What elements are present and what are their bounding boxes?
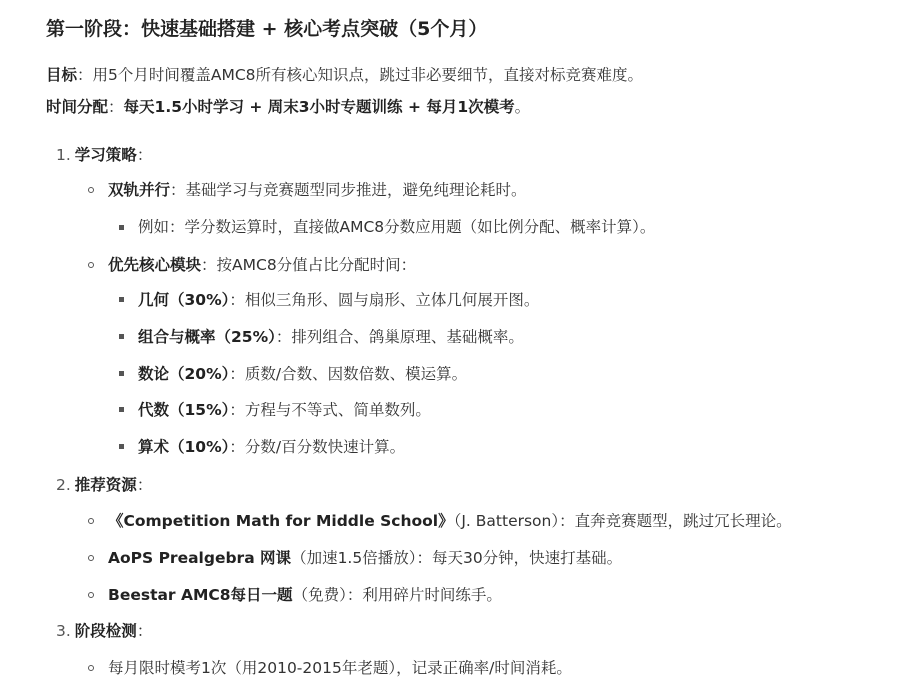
list-number: 3. [56, 622, 71, 640]
core-modules-label: 优先核心模块 [108, 256, 202, 274]
list-item-resources [56, 474, 152, 496]
resources-label: 推荐资源 [74, 476, 137, 494]
hollow-bullet-icon [88, 518, 94, 524]
hollow-bullet-icon [88, 187, 94, 193]
hollow-bullet-icon [88, 262, 94, 268]
algebra-text: ：方程与不等式、简单数列。 [229, 401, 431, 419]
aops-text: （加速1.5倍播放）：每天30分钟，快速打基础。 [291, 549, 623, 567]
dual-track-label: 双轨并行 [108, 181, 171, 199]
arithmetic-label: 算术（10%） [138, 438, 230, 456]
combinatorics-label: 组合与概率（25%） [138, 328, 276, 346]
combinatorics-text: ：排列组合、鸽巢原理、基础概率。 [275, 328, 524, 346]
algebra-label: 代数（15%） [138, 401, 230, 419]
section-title: 第一阶段：快速基础搭建 + 核心考点突破（5个月） [46, 18, 488, 40]
time-colon: ： [108, 98, 124, 116]
time-schedule: 每天1.5小时学习 + 周末3小时专题训练 + 每月1次模考 [123, 98, 515, 116]
hollow-bullet-icon [88, 665, 94, 671]
goal-label: 目标 [46, 66, 78, 84]
list-item-strategy [56, 144, 152, 166]
arithmetic-text: ：分数/百分数快速计算。 [229, 438, 406, 456]
beestar-label: Beestar AMC8每日一题 [108, 586, 293, 604]
colon: ： [136, 476, 153, 494]
square-bullet-icon [119, 444, 124, 449]
strategy-label: 学习策略 [74, 146, 137, 164]
list-item-beestar [108, 584, 502, 606]
hollow-bullet-icon [88, 555, 94, 561]
list-item-example [138, 216, 655, 238]
list-item-core-modules [108, 254, 416, 276]
list-item-algebra [138, 399, 431, 421]
square-bullet-icon [119, 371, 124, 376]
assessment-label: 阶段检测 [74, 622, 137, 640]
square-bullet-icon [119, 297, 124, 302]
number-theory-text: ：质数/合数、因数倍数、模运算。 [229, 365, 468, 383]
aops-label: AoPS Prealgebra 网课 [108, 549, 292, 567]
list-item-number-theory [138, 363, 467, 385]
list-item-aops [108, 547, 622, 569]
monthly-exam-text: 每月限时模考1次（用2010-2015年老题），记录正确率/时间消耗。 [108, 659, 572, 677]
list-number: 2. [56, 476, 71, 494]
colon: ： [136, 146, 153, 164]
goal-text: ：用5个月时间覆盖AMC8所有核心知识点，跳过非必要细节，直接对标竞赛难度。 [77, 66, 644, 84]
time-tail: 。 [514, 98, 531, 116]
time-line [46, 96, 530, 118]
geometry-label: 几何（30%） [138, 291, 230, 309]
list-item-assessment [56, 620, 152, 642]
dual-track-text: ：基础学习与竞赛题型同步推进，避免纯理论耗时。 [170, 181, 527, 199]
list-item-monthly-exam [108, 657, 572, 679]
hollow-bullet-icon [88, 592, 94, 598]
square-bullet-icon [119, 334, 124, 339]
time-label: 时间分配 [46, 98, 109, 116]
list-item-combinatorics [138, 326, 524, 348]
list-item-book [108, 510, 792, 532]
core-modules-text: ：按AMC8分值占比分配时间： [201, 256, 417, 274]
list-item-dual-track [108, 179, 527, 201]
square-bullet-icon [119, 407, 124, 412]
list-number: 1. [56, 146, 71, 164]
colon: ： [136, 622, 153, 640]
geometry-text: ：相似三角形、圆与扇形、立体几何展开图。 [229, 291, 540, 309]
book-title: 《Competition Math for Middle School》 [108, 512, 454, 530]
square-bullet-icon [119, 225, 124, 230]
goal-line [46, 64, 643, 86]
list-item-geometry [138, 289, 539, 311]
example-text: 例如：学分数运算时，直接做AMC8分数应用题（如比例分配、概率计算）。 [138, 218, 656, 236]
number-theory-label: 数论（20%） [138, 365, 230, 383]
beestar-text: （免费）：利用碎片时间练手。 [292, 586, 502, 604]
list-item-arithmetic [138, 436, 405, 458]
book-text: （J. Batterson）：直奔竞赛题型，跳过冗长理论。 [453, 512, 792, 530]
